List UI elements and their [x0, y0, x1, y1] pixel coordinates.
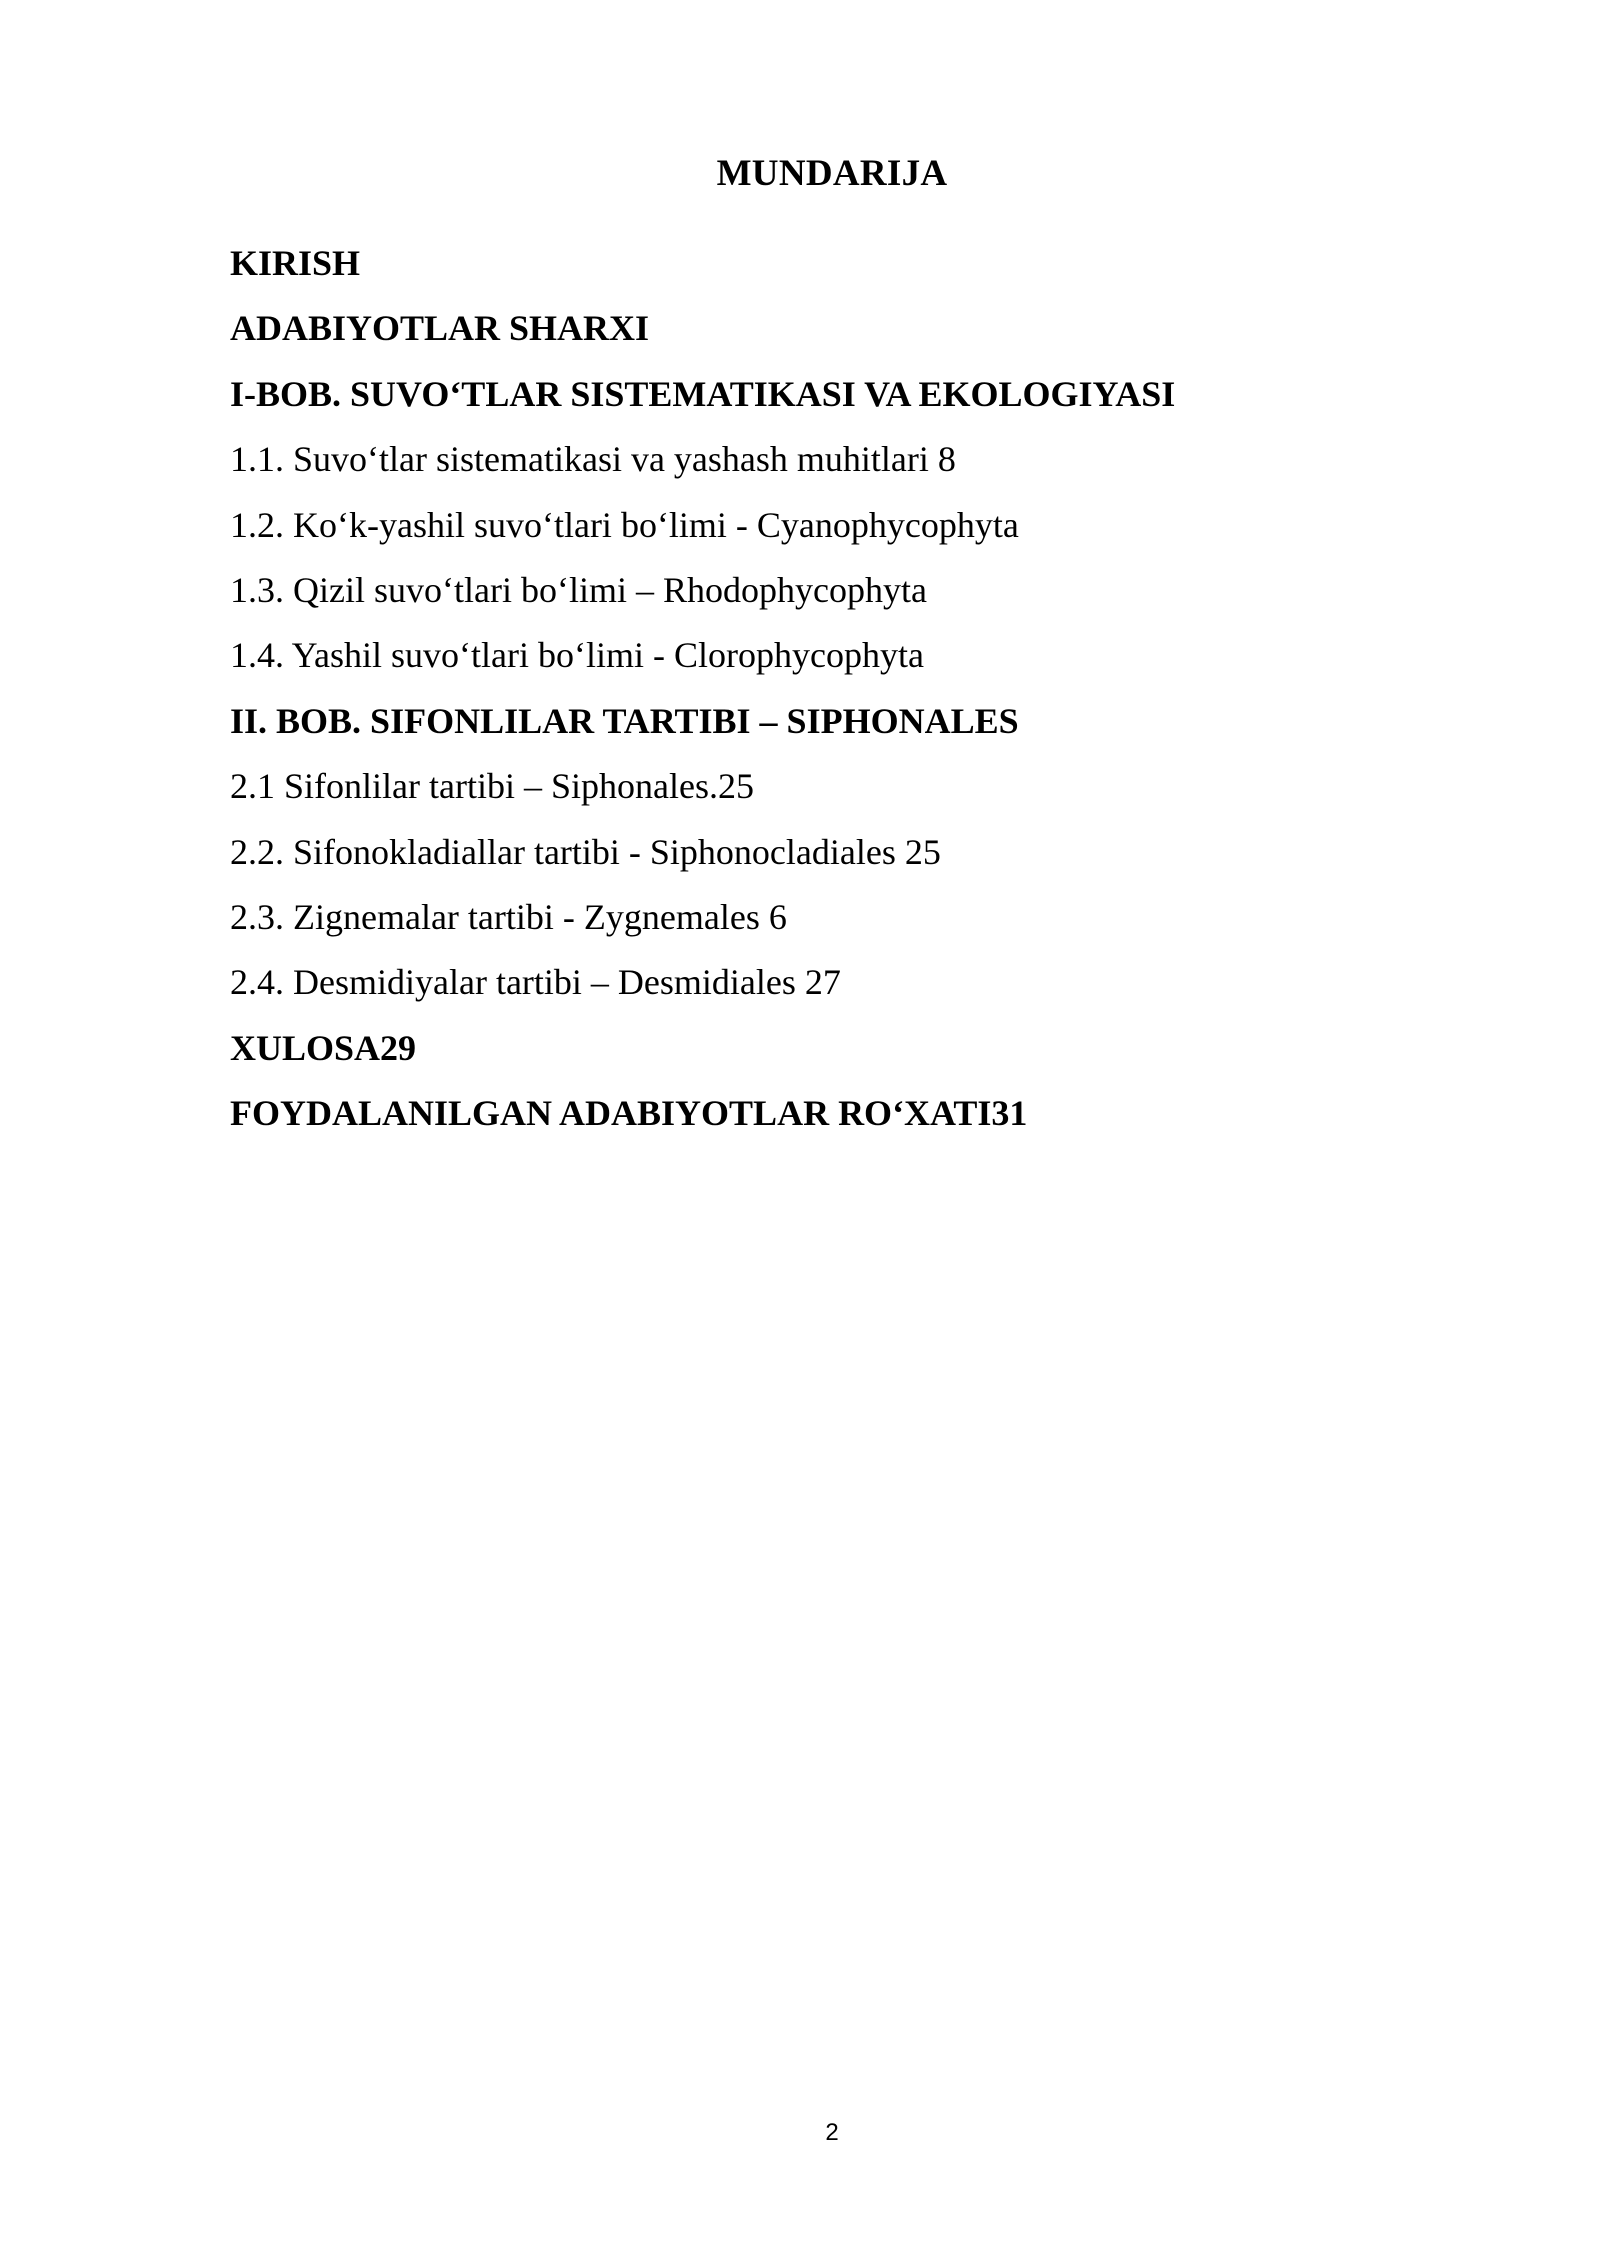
toc-entry-1-2: 1.2. Ko‘k-yashil suvo‘tlari bo‘limi - Cyanophycophyta: [230, 504, 1019, 545]
toc-entry-chapter-1: I-BOB. SUVO‘TLAR SISTEMATIKASI VA EKOLOGIYASI: [230, 373, 1176, 414]
toc-entry-1-1: 1.1. Suvo‘tlar sistematikasi va yashash muhitlari 8: [230, 439, 956, 480]
toc-entry-2-4: 2.4. Desmidiyalar tartibi – Desmidiales 27: [230, 962, 841, 1003]
toc-entry-chapter-2: II. BOB. SIFONLILAR TARTIBI – SIPHONALES: [230, 700, 1019, 741]
toc-entry-2-2: 2.2. Sifonokladiallar tartibi - Siphonocladiales 25: [230, 831, 941, 872]
toc-entry-kirish: KIRISH: [230, 243, 361, 283]
toc-entry-1-3: 1.3. Qizil suvo‘tlari bo‘limi – Rhodophycophyta: [230, 569, 927, 610]
table-of-contents: [230, 238, 1430, 1153]
page-number: 2: [825, 2119, 839, 2146]
toc-entry-1-4: 1.4. Yashil suvo‘tlari bo‘limi - Clorophycophyta: [230, 635, 924, 676]
toc-entry-2-1: 2.1 Sifonlilar tartibi – Siphonales.25: [230, 766, 754, 807]
toc-entry-xulosa: XULOSA29: [230, 1027, 417, 1068]
toc-entry-2-3: 2.3. Zignemalar tartibi - Zygnemales 6: [230, 896, 787, 937]
toc-entry-adabiyotlar-sharxi: ADABIYOTLAR SHARXI: [230, 308, 650, 349]
page-title: MUNDARIJA: [716, 153, 948, 194]
toc-entry-references: FOYDALANILGAN ADABIYOTLAR RO‘XATI31: [230, 1093, 1028, 1134]
